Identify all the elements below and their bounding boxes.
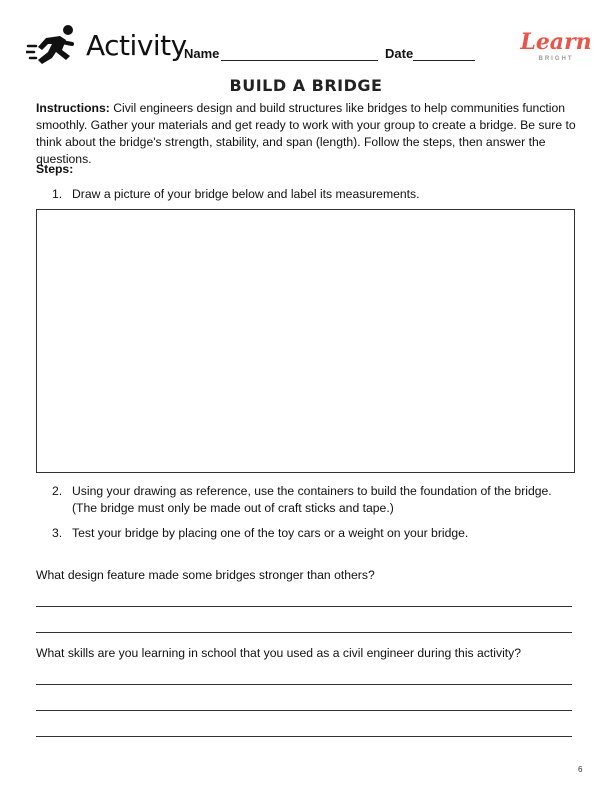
activity-label: Activity [86, 29, 187, 62]
question-2: What skills are you learning in school that you used as a civil engineer during this activity? [36, 646, 522, 660]
question-1: What design feature made some bridges stronger than others? [36, 568, 375, 582]
name-field[interactable] [221, 60, 378, 61]
logo-sub: BRIGHT [538, 56, 574, 62]
answer-line[interactable] [36, 632, 572, 633]
instructions-label: Instructions: [36, 101, 110, 115]
step-number: 3. [52, 526, 63, 540]
date-label: Date [385, 46, 414, 61]
step-number: 1. [52, 187, 63, 201]
page-header [0, 0, 612, 80]
page-title: BUILD A BRIDGE [229, 76, 383, 95]
drawing-area[interactable] [36, 209, 575, 473]
learn-bright-logo [520, 30, 592, 70]
running-person-icon [26, 24, 80, 68]
date-field[interactable] [413, 60, 475, 61]
answer-line[interactable] [36, 710, 572, 711]
answer-line[interactable] [36, 684, 572, 685]
step-number: 2. [52, 484, 63, 498]
instructions [36, 100, 578, 168]
steps-label: Steps: [36, 162, 74, 176]
instructions-text: Civil engineers design and build structures like bridges to help communities function smoothly. Gather your materials and get ready to work with your group to create a bridge. Be sure to think about the bridge's strength, stability, and span (length). Follow the steps, then answer the questions. [36, 101, 576, 166]
logo-word: Learn [520, 29, 592, 55]
answer-line[interactable] [36, 606, 572, 607]
step-text: Draw a picture of your bridge below and label its measurements. [72, 187, 420, 201]
step-text: Using your drawing as reference, use the containers to build the foundation of the bridge. (The bridge must only be made out of craft sticks and tape.) [72, 484, 552, 515]
name-label: Name [184, 46, 220, 61]
answer-line[interactable] [36, 736, 572, 737]
page-number: 6 [578, 765, 583, 774]
step-text: Test your bridge by placing one of the toy cars or a weight on your bridge. [72, 526, 469, 540]
